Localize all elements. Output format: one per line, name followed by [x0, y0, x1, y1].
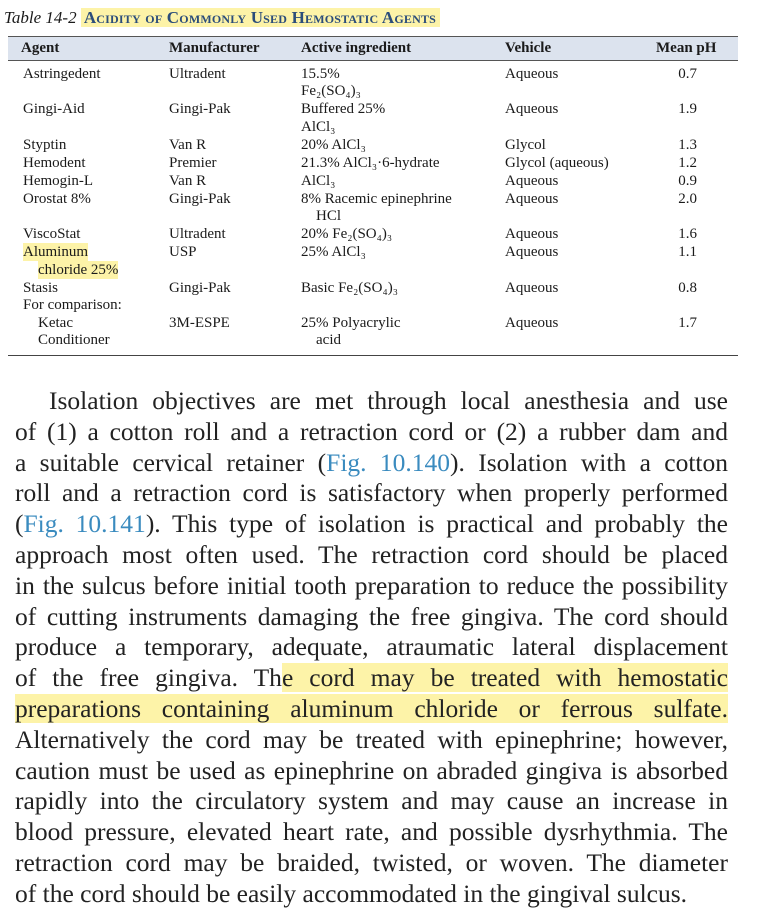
table-title: Acidity of Commonly Used Hemostatic Agents	[81, 8, 440, 27]
figure-link[interactable]: Fig. 10.140	[326, 447, 451, 477]
text-segment: a suitable cervical retainer (	[15, 447, 327, 477]
cell-vehicle: Glycol (aqueous)	[505, 155, 609, 171]
table-row-continuation	[0, 207, 766, 225]
table-row	[0, 154, 766, 172]
cell-ingredient-cont: AlCl₃	[301, 119, 336, 135]
table-row	[0, 279, 766, 297]
cell-manufacturer: Gingi-Pak	[169, 280, 231, 296]
text-line: of cutting instruments damaging the free gingiva. The cord should	[15, 601, 728, 631]
cell-vehicle: Aqueous	[505, 315, 559, 331]
text-line: produce a temporary, adequate, atraumatic lateral displacement	[15, 632, 728, 662]
text-line: caution must be used as epinephrine on abraded gingiva is absorbed	[15, 755, 728, 785]
cell-manufacturer: Van R	[169, 173, 207, 189]
table-row	[0, 225, 766, 243]
cell-vehicle: Glycol	[505, 137, 546, 153]
cell-agent-cont: chloride 25%	[38, 262, 119, 278]
cell-manufacturer: Ultradent	[169, 226, 226, 242]
text-line: of (1) a cotton roll and a retraction cord or (2) a rubber dam and	[15, 416, 728, 446]
cell-vehicle: Aqueous	[505, 280, 559, 296]
cell-vehicle: Aqueous	[505, 226, 559, 242]
text-segment: ). This type of isolation is practical and probably the	[145, 509, 728, 539]
cell-vehicle: Aqueous	[505, 101, 559, 117]
cell-ph: 2.0	[678, 191, 697, 207]
cell-ingredient: AlCl₃	[301, 173, 336, 189]
cell-ingredient-cont: Fe₂(SO₄)₃	[301, 83, 361, 99]
text-line: Isolation objectives are met through local anesthesia and use	[49, 386, 728, 415]
table-section-label	[0, 296, 766, 314]
cell-vehicle: Aqueous	[505, 66, 559, 82]
cell-agent: Ketac	[38, 315, 73, 331]
text-line: roll and a retraction cord is satisfactory when properly performed	[15, 478, 728, 508]
highlighted-text: e cord may be treated with hemostatic	[281, 663, 728, 693]
header-vehicle: Vehicle	[505, 40, 552, 56]
cell-agent-cont: Conditioner	[38, 332, 110, 348]
cell-ph: 1.7	[678, 315, 697, 331]
text-line: rapidly into the circulatory system and may cause an increase in	[15, 786, 728, 816]
cell-manufacturer: USP	[169, 244, 197, 260]
cell-agent: Hemodent	[23, 155, 86, 171]
cell-agent: For comparison:	[23, 297, 122, 313]
cell-ph: 1.6	[678, 226, 697, 242]
table-row-continuation	[0, 261, 766, 279]
table-row	[0, 190, 766, 208]
table-row-continuation	[0, 118, 766, 136]
cell-ph: 1.2	[678, 155, 697, 171]
cell-manufacturer: 3M-ESPE	[169, 315, 230, 331]
cell-ingredient: 20% AlCl₃	[301, 137, 366, 153]
cell-ph: 1.9	[678, 101, 697, 117]
body-paragraph	[15, 386, 728, 910]
cell-agent: Stasis	[23, 280, 59, 296]
figure-link[interactable]: Fig. 10.141	[23, 509, 146, 539]
cell-ingredient: 25% Polyacrylic	[301, 315, 401, 331]
cell-agent: Styptin	[23, 137, 67, 153]
table-bottom-rule	[8, 355, 738, 356]
cell-agent: Orostat 8%	[23, 191, 91, 207]
text-segment: of the free gingiva. Th	[15, 663, 282, 693]
table-row-continuation	[0, 331, 766, 349]
cell-ingredient-cont: HCl	[316, 208, 342, 224]
table-row	[0, 314, 766, 332]
cell-vehicle: Aqueous	[505, 191, 559, 207]
table-row	[0, 172, 766, 190]
highlighted-text: preparations containing aluminum chloride or ferrous sulfate.	[15, 693, 728, 723]
table-row	[0, 136, 766, 154]
text-segment: (	[15, 509, 24, 539]
table-header-row	[8, 36, 738, 61]
header-mean-ph: Mean pH	[656, 40, 717, 56]
cell-ingredient: 20% Fe₂(SO₄)₃	[301, 226, 393, 242]
table-caption	[4, 7, 440, 29]
cell-agent: Aluminum	[23, 244, 89, 260]
cell-ph: 0.7	[678, 66, 697, 82]
text-line	[15, 448, 728, 479]
cell-ingredient: 8% Racemic epinephrine	[301, 191, 452, 207]
cell-ingredient-cont: acid	[316, 332, 341, 348]
cell-ph: 1.3	[678, 137, 697, 153]
cell-vehicle: Aqueous	[505, 244, 559, 260]
cell-agent: ViscoStat	[23, 226, 81, 242]
cell-agent: Gingi-Aid	[23, 101, 85, 117]
text-line: of the cord should be easily accommodated in the gingival sulcus.	[15, 878, 688, 908]
cell-manufacturer: Premier	[169, 155, 217, 171]
cell-ingredient: 21.3% AlCl₃·6-hydrate	[301, 155, 440, 171]
cell-agent: Astringedent	[23, 66, 101, 82]
cell-ph: 0.8	[678, 280, 697, 296]
table-row	[0, 100, 766, 118]
table-number: Table 14-2	[4, 8, 77, 27]
text-line: blood pressure, elevated heart rate, and possible dysrhythmia. The	[15, 817, 728, 847]
cell-ingredient: 25% AlCl₃	[301, 244, 366, 260]
text-line	[15, 694, 728, 725]
text-line	[15, 663, 728, 694]
text-segment: ). Isolation with a cotton	[450, 447, 728, 477]
table-row	[0, 243, 766, 261]
cell-ingredient: Buffered 25%	[301, 101, 386, 117]
text-line: retraction cord may be braided, twisted, or woven. The diameter	[15, 847, 728, 877]
table-row	[0, 65, 766, 83]
text-line: Alternatively the cord may be treated with epinephrine; however,	[15, 724, 728, 754]
cell-agent: Hemogin-L	[23, 173, 93, 189]
text-line	[15, 509, 728, 540]
table-row-continuation	[0, 82, 766, 100]
cell-vehicle: Aqueous	[505, 173, 559, 189]
cell-ph: 0.9	[678, 173, 697, 189]
text-line: in the sulcus before initial tooth preparation to reduce the possibility	[15, 570, 728, 600]
header-manufacturer: Manufacturer	[169, 40, 260, 56]
text-line: approach most often used. The retraction cord should be placed	[15, 539, 728, 569]
cell-ingredient: Basic Fe₂(SO₄)₃	[301, 280, 398, 296]
header-active-ingredient: Active ingredient	[301, 40, 412, 56]
cell-manufacturer: Ultradent	[169, 66, 226, 82]
cell-manufacturer: Gingi-Pak	[169, 191, 231, 207]
cell-ingredient: 15.5%	[301, 66, 340, 82]
header-agent: Agent	[21, 40, 60, 56]
cell-manufacturer: Van R	[169, 137, 207, 153]
cell-ph: 1.1	[678, 244, 697, 260]
cell-manufacturer: Gingi-Pak	[169, 101, 231, 117]
